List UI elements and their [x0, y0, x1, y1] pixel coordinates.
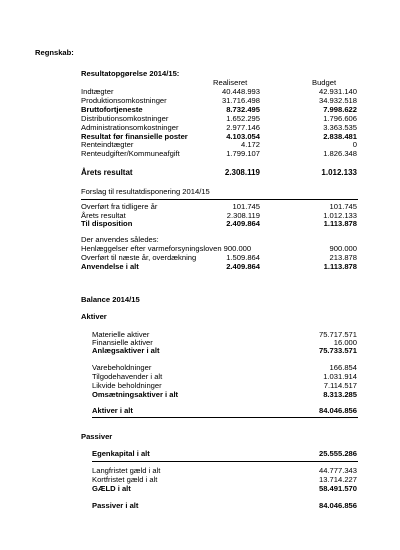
current-total-label: Omsætningsaktiver i alt: [92, 390, 179, 399]
is-row-budget: 3.363.535: [323, 123, 357, 132]
current-total-value: 8.313.285: [323, 390, 357, 399]
is-row-label: Renteindtægter: [81, 140, 134, 149]
current-asset-value: 1.031.914: [323, 372, 357, 381]
disp-total-real: 2.409.864: [226, 219, 260, 228]
debt-value: 44.777.343: [318, 466, 357, 475]
is-row-real: 1.652.295: [226, 114, 260, 123]
is-row-budget: 7.998.622: [323, 105, 357, 114]
equity-value: 25.555.286: [318, 449, 357, 458]
is-row-real: 4.172: [240, 140, 260, 149]
disp-used-total-real: 2.409.864: [226, 262, 260, 271]
debt-value: 13.714.227: [318, 475, 357, 484]
is-row-label: Renteudgifter/Kommuneafgift: [81, 149, 180, 158]
is-row-budget: 0: [352, 140, 357, 149]
current-asset-value: 166.854: [329, 363, 357, 372]
is-row-budget: 42.931.140: [318, 87, 357, 96]
debt-total-value: 58.491.570: [318, 484, 357, 493]
document-heading: Regnskab:: [35, 48, 74, 57]
disp-row-real: 101.745: [232, 202, 260, 211]
is-row-real: 4.103.054: [226, 132, 260, 141]
liabilities-total-label: Passiver i alt: [92, 501, 139, 510]
disp-used-row-label: Henlæggelser efter varmeforsyningsloven 900.000: [81, 244, 252, 253]
income-statement-title: Resultatopgørelse 2014/15:: [81, 69, 180, 78]
disp-used-row-label: Overført til næste år, overdækning: [81, 253, 197, 262]
is-row-budget: 1.826.348: [323, 149, 357, 158]
is-row-real: 2.977.146: [226, 123, 260, 132]
fixed-total-value: 75.733.571: [318, 346, 357, 355]
disp-used-row-budget: 900.000: [329, 244, 357, 253]
debt-total-label: GÆLD i alt: [92, 484, 131, 493]
is-row-budget: 2.838.481: [323, 132, 357, 141]
assets-total-value: 84.046.856: [318, 406, 357, 415]
annual-result-label: Årets resultat: [81, 168, 133, 177]
is-row-label: Indtægter: [81, 87, 114, 96]
current-asset-label: Likvide beholdninger: [92, 381, 162, 390]
is-row-label: Distributionsomkostninger: [81, 114, 169, 123]
is-row-real: 40.448.993: [221, 87, 260, 96]
is-row-label: Administrationsomkostninger: [81, 123, 179, 132]
fixed-asset-label: Materielle aktiver: [92, 330, 150, 339]
disp-used-total-label: Anvendelse i alt: [81, 262, 139, 271]
disp-row-budget: 1.012.133: [323, 211, 357, 220]
col-budget-header: Budget: [312, 78, 337, 87]
is-row-budget: 34.932.518: [318, 96, 357, 105]
fixed-asset-value: 16.000: [333, 338, 357, 347]
disp-row-label: Overført fra tidligere år: [81, 202, 158, 211]
assets-title: Aktiver: [81, 312, 107, 321]
liabilities-total-value: 84.046.856: [318, 501, 357, 510]
current-asset-label: Tilgodehavender i alt: [92, 372, 163, 381]
current-asset-label: Varebeholdninger: [92, 363, 152, 372]
divider: [92, 461, 358, 462]
fixed-asset-value: 75.717.571: [318, 330, 357, 339]
disp-row-real: 2.308.119: [226, 211, 260, 220]
fixed-total-label: Anlægsaktiver i alt: [92, 346, 160, 355]
debt-label: Langfristet gæld i alt: [92, 466, 161, 475]
disp-row-label: Årets resultat: [81, 211, 126, 220]
disp-used-row-budget: 213.878: [329, 253, 357, 262]
is-row-label: Bruttofortjeneste: [81, 105, 143, 114]
annual-result-real: 2.308.119: [224, 168, 260, 177]
divider: [81, 199, 358, 200]
is-row-real: 1.799.107: [226, 149, 260, 158]
liabilities-title: Passiver: [81, 432, 113, 441]
disp-total-label: Til disposition: [81, 219, 133, 228]
debt-label: Kortfristet gæld i alt: [92, 475, 158, 484]
is-row-real: 31.716.498: [221, 96, 260, 105]
disp-used-row-real: 1.509.864: [226, 253, 260, 262]
is-row-real: 8.732.495: [226, 105, 260, 114]
assets-total-label: Aktiver i alt: [92, 406, 133, 415]
annual-result-budget: 1.012.133: [321, 168, 357, 177]
balance-title: Balance 2014/15: [81, 295, 140, 304]
is-row-label: Resultat før finansielle poster: [81, 132, 188, 141]
disp-row-budget: 101.745: [329, 202, 357, 211]
current-asset-value: 7.114.517: [323, 381, 357, 390]
disp-total-budget: 1.113.878: [323, 219, 357, 228]
disp-used-title: Der anvendes således:: [81, 235, 159, 244]
divider: [92, 417, 358, 418]
is-row-label: Produktionsomkostninger: [81, 96, 167, 105]
fixed-asset-label: Finansielle aktiver: [92, 338, 153, 347]
disp-used-total-budget: 1.113.878: [323, 262, 357, 271]
is-row-budget: 1.796.606: [323, 114, 357, 123]
col-realiseret-header: Realiseret: [213, 78, 248, 87]
equity-label: Egenkapital i alt: [92, 449, 150, 458]
disposition-title: Forslag til resultatdisponering 2014/15: [81, 187, 210, 196]
